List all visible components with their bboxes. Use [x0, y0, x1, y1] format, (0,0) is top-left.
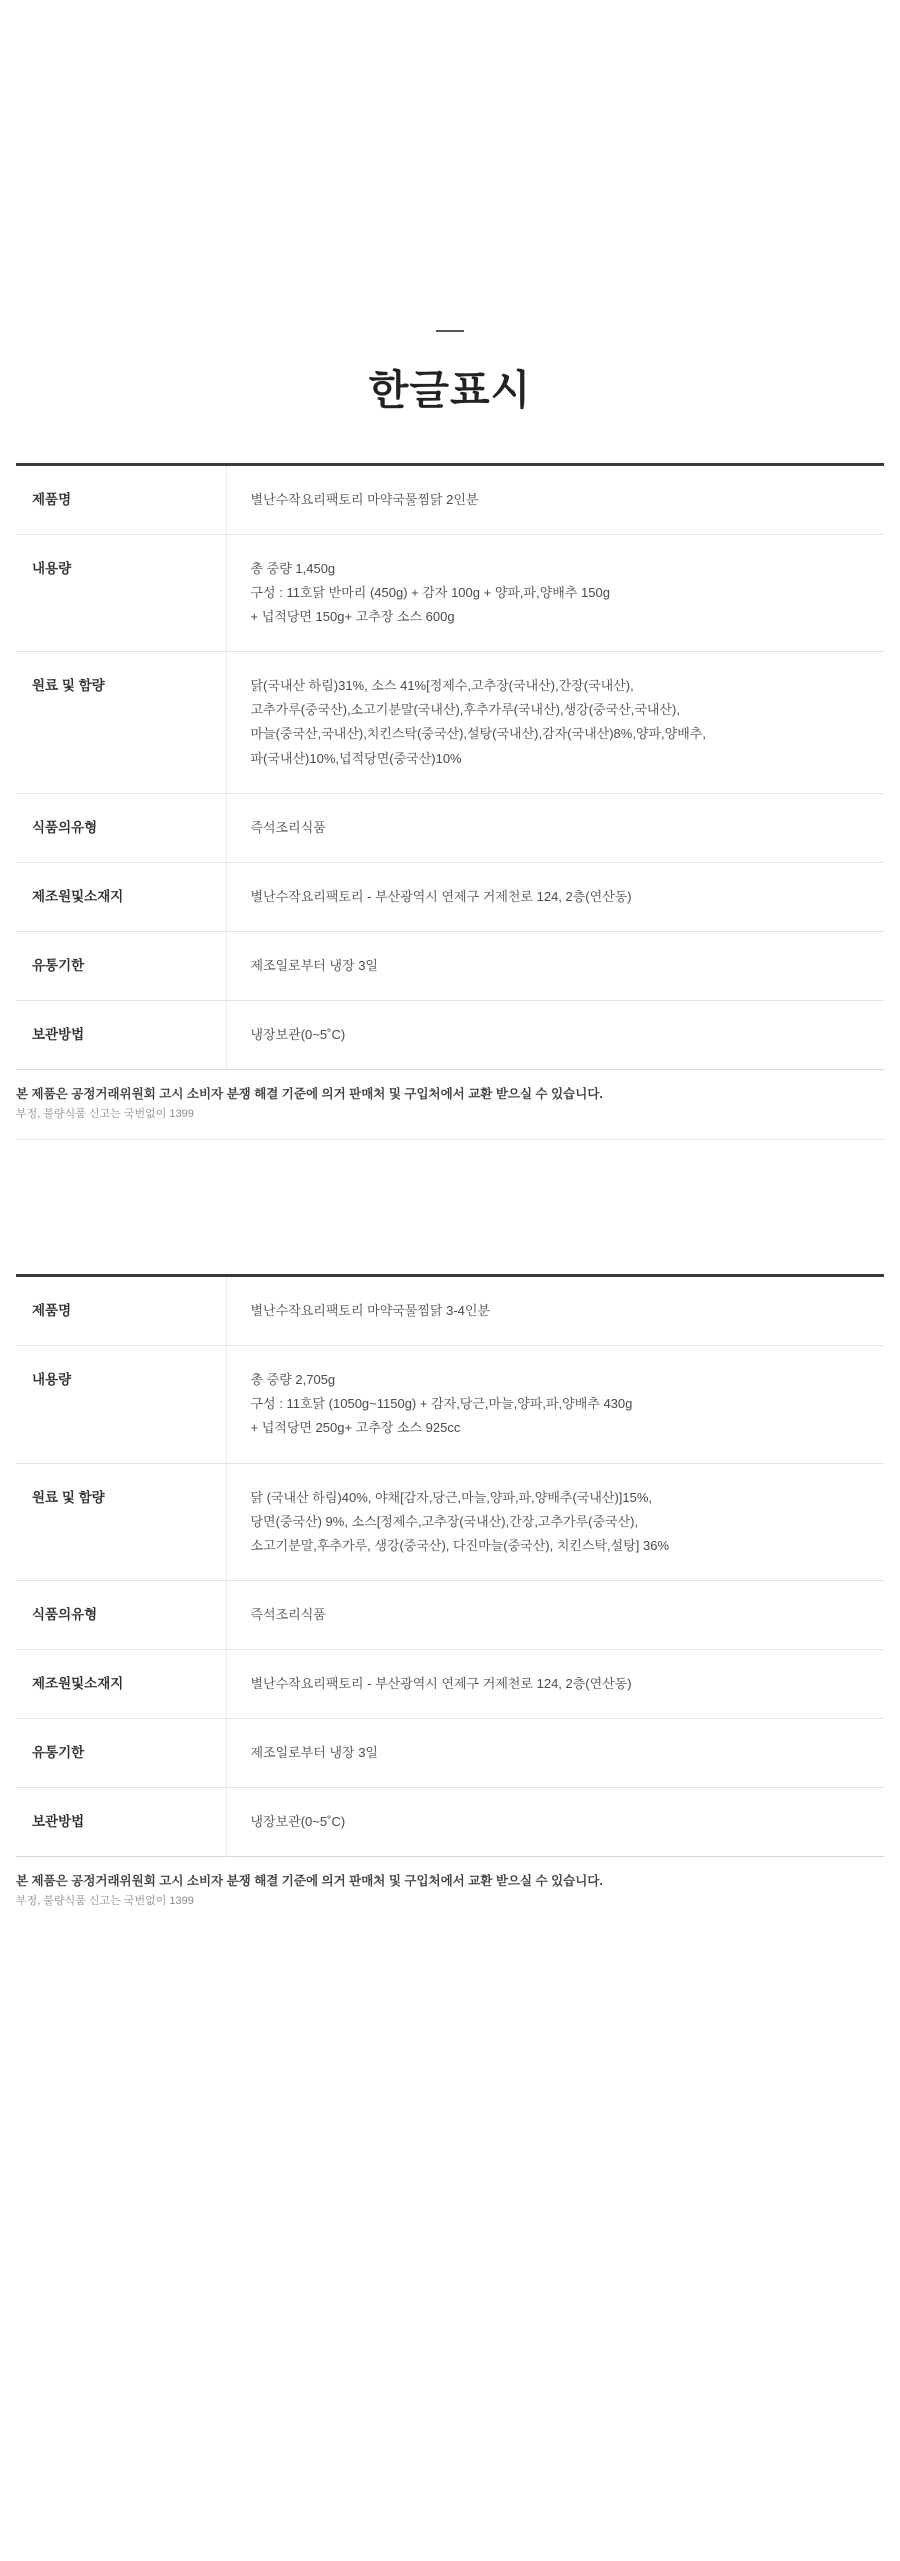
text-line: 닭 (국내산 하림)40%, 야채[감자,당근,마늘,양파,파,양배추(국내산)]15%, [250, 1489, 653, 1505]
row-label-expiry: 유통기한 [16, 931, 226, 1000]
text-line: 별난수작요리팩토리 마약국물찜닭 3-4인분 [250, 1303, 490, 1319]
table-row [16, 652, 884, 793]
text-line: 마늘(중국산,국내산),치킨스탁(중국산),설탕(국내산),감자(국내산)8%,양파,양배추, [250, 726, 706, 742]
row-value-food-type [226, 1580, 884, 1649]
spec-table-section-2 [0, 1274, 900, 1857]
text-line: 소고기분말,후추가루, 생강(중국산), 다진마늘(중국산), 치킨스탁,설탕] 36% [250, 1537, 670, 1553]
table-row [16, 1346, 884, 1463]
row-label-ingredients: 원료 및 함량 [16, 652, 226, 793]
text-line: + 넙적당면 150g+ 고추장 소스 600g [250, 609, 455, 625]
row-label-net-weight: 내용량 [16, 1346, 226, 1463]
title-block [0, 330, 900, 439]
row-value-expiry [226, 931, 884, 1000]
title-divider-icon [436, 330, 464, 332]
table-row [16, 1718, 884, 1787]
footnote-section-1 [0, 1070, 900, 1124]
row-label-food-type: 식품의유형 [16, 1580, 226, 1649]
table-row [16, 1649, 884, 1718]
footnote-section-2 [0, 1857, 900, 1911]
row-label-storage: 보관방법 [16, 1000, 226, 1069]
row-value-ingredients [226, 652, 884, 793]
text-line: 제조일로부터 냉장 3일 [250, 1744, 378, 1760]
row-value-manufacturer [226, 1649, 884, 1718]
row-value-expiry [226, 1718, 884, 1787]
spec-table [16, 1274, 884, 1857]
text-line: + 넙적당면 250g+ 고추장 소스 925cc [250, 1420, 461, 1436]
text-line: 즉석조리식품 [250, 819, 326, 835]
footnote-secondary: 부정, 불량식품 신고는 국번없이 1399 [16, 1894, 194, 1907]
section-gap [0, 1140, 900, 1250]
table-row [16, 1580, 884, 1649]
row-label-manufacturer: 제조원및소재지 [16, 1649, 226, 1718]
row-label-food-type: 식품의유형 [16, 793, 226, 862]
footnote-primary: 본 제품은 공정거래위원회 고시 소비자 분쟁 해결 기준에 의거 판매처 및 구입처에서 교환 받으실 수 있습니다. [16, 1873, 603, 1888]
text-line: 구성 : 11호닭 반마리 (450g) + 감자 100g + 양파,파,양배추 150g [250, 585, 610, 601]
row-value-net-weight [226, 535, 884, 652]
table-row [16, 1000, 884, 1069]
text-line: 총 중량 2,705g [250, 1372, 336, 1388]
row-value-net-weight [226, 1346, 884, 1463]
text-line: 당면(중국산) 9%, 소스[정제수,고추장(국내산),간장,고추가루(중국산), [250, 1513, 639, 1529]
row-label-expiry: 유통기한 [16, 1718, 226, 1787]
text-line: 고추가루(중국산),소고기분말(국내산),후추가루(국내산),생강(중국산,국내산), [250, 702, 680, 718]
text-line: 별난수작요리팩토리 마약국물찜닭 2인분 [250, 492, 479, 508]
text-line: 제조일로부터 냉장 3일 [250, 957, 378, 973]
row-value-product-name [226, 465, 884, 535]
row-label-net-weight: 내용량 [16, 535, 226, 652]
top-spacer [0, 0, 900, 330]
spec-table [16, 463, 884, 1070]
table-row [16, 465, 884, 535]
text-line: 총 중량 1,450g [250, 561, 336, 577]
footnote-primary: 본 제품은 공정거래위원회 고시 소비자 분쟁 해결 기준에 의거 판매처 및 구입처에서 교환 받으실 수 있습니다. [16, 1086, 603, 1101]
bottom-spacer [0, 1910, 900, 1970]
row-value-product-name [226, 1276, 884, 1346]
text-line: 즉석조리식품 [250, 1606, 326, 1622]
table-row [16, 1463, 884, 1580]
text-line: 냉장보관(0~5˚C) [250, 1026, 346, 1042]
row-label-storage: 보관방법 [16, 1787, 226, 1856]
text-line: 냉장보관(0~5˚C) [250, 1813, 346, 1829]
text-line: 구성 : 11호닭 (1050g~1150g) + 감자,당근,마늘,양파,파,양배추 430g [250, 1396, 633, 1412]
table-row [16, 1787, 884, 1856]
row-value-storage [226, 1787, 884, 1856]
table-row [16, 1276, 884, 1346]
table-row [16, 793, 884, 862]
table-row [16, 931, 884, 1000]
spec-table-section-1 [0, 463, 900, 1070]
row-value-storage [226, 1000, 884, 1069]
table-row [16, 535, 884, 652]
row-label-product-name: 제품명 [16, 465, 226, 535]
text-line: 별난수작요리팩토리 - 부산광역시 연제구 거제천로 124, 2층(연산동) [250, 888, 632, 904]
row-label-ingredients: 원료 및 함량 [16, 1463, 226, 1580]
row-label-manufacturer: 제조원및소재지 [16, 862, 226, 931]
row-value-manufacturer [226, 862, 884, 931]
table-row [16, 862, 884, 931]
text-line: 별난수작요리팩토리 - 부산광역시 연제구 거제천로 124, 2층(연산동) [250, 1675, 632, 1691]
row-value-food-type [226, 793, 884, 862]
row-value-ingredients [226, 1463, 884, 1580]
footnote-secondary: 부정, 불량식품 신고는 국번없이 1399 [16, 1107, 194, 1120]
text-line: 닭(국내산 하림)31%, 소스 41%[정제수,고추장(국내산),간장(국내산), [250, 678, 634, 694]
row-label-product-name: 제품명 [16, 1276, 226, 1346]
page-title: 한글표시 [368, 367, 532, 413]
text-line: 파(국내산)10%,넙적당면(중국산)10% [250, 750, 462, 766]
